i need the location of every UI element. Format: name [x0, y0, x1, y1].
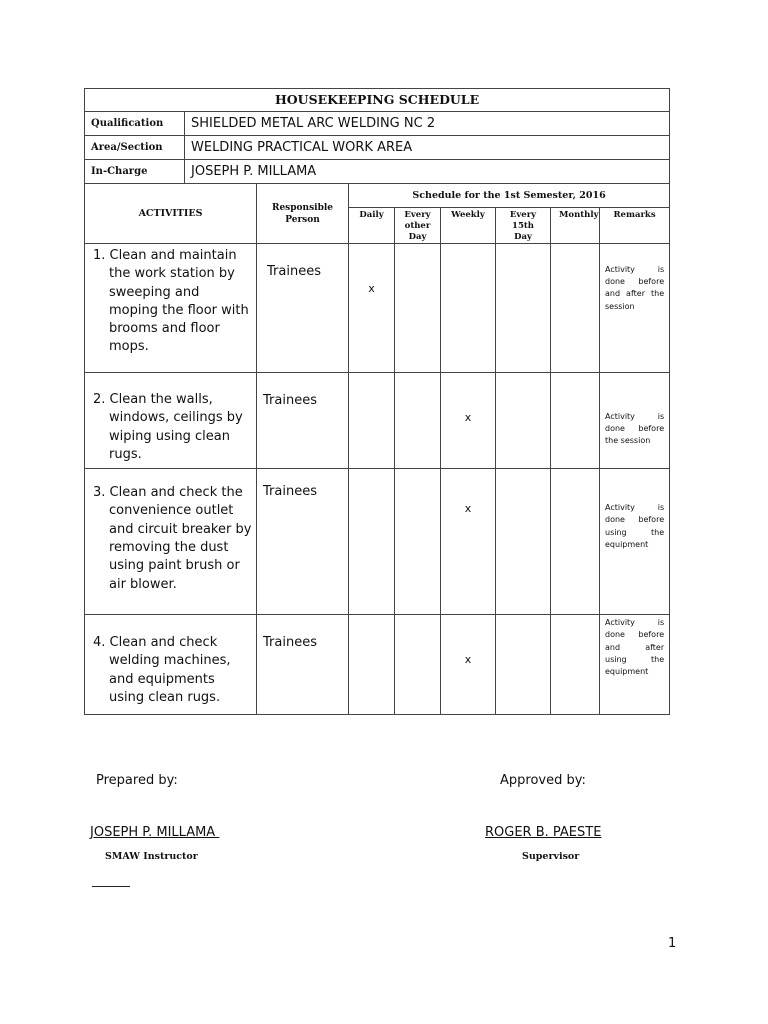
qualification-value: SHIELDED METAL ARC WELDING NC 2 [185, 112, 670, 136]
remarks-cell: Activity is done before the session [600, 373, 670, 469]
activity-cell [85, 373, 257, 469]
activity-cell [85, 244, 257, 373]
activity-text: Clean and check the convenience outlet and circuit breaker by removing the dust using paint brush or air blower. [109, 485, 252, 592]
schedule-header: Schedule for the 1st Semester, 2016 [349, 184, 670, 208]
area-label: Area/Section [85, 136, 185, 160]
daily-mark: x [349, 244, 395, 373]
activity-number: 4. [93, 635, 106, 651]
qualification-label: Qualification [85, 112, 185, 136]
remarks-cell: Activity is done before and after using the equipment [600, 615, 670, 715]
monthly-mark [551, 373, 600, 469]
responsible-cell: Trainees [257, 469, 349, 615]
incharge-label: In-Charge [85, 160, 185, 184]
every-other-day-mark [395, 244, 441, 373]
every-other-day-header: Every other Day [395, 208, 441, 244]
area-value: WELDING PRACTICAL WORK AREA [185, 136, 670, 160]
housekeeping-schedule-table [84, 88, 670, 715]
activity-number: 3. [93, 485, 106, 501]
table-row [85, 244, 670, 373]
prepared-by-label: Prepared by: [96, 773, 178, 788]
weekly-mark: x [441, 615, 496, 715]
activity-text: Clean the walls, windows, ceilings by wiping using clean rugs. [109, 392, 243, 462]
signature-line [92, 886, 130, 887]
remarks-header: Remarks [600, 208, 670, 244]
prepared-by-name: JOSEPH P. MILLAMA [90, 825, 220, 840]
responsible-cell: Trainees [257, 615, 349, 715]
activities-header: ACTIVITIES [85, 184, 257, 244]
approved-by-label: Approved by: [500, 773, 586, 788]
every-other-day-mark [395, 615, 441, 715]
activity-cell [85, 615, 257, 715]
daily-mark [349, 373, 395, 469]
weekly-mark: x [441, 373, 496, 469]
prepared-by-title: SMAW Instructor [105, 851, 198, 862]
weekly-header: Weekly [441, 208, 496, 244]
approved-by-name: ROGER B. PAESTE [485, 825, 602, 840]
activity-text: Clean and check welding machines, and equipments using clean rugs. [109, 635, 231, 706]
remarks-cell: Activity is done before and after the session [600, 244, 670, 373]
every-other-day-mark [395, 373, 441, 469]
table-row [85, 469, 670, 615]
every-15th-day-header [496, 208, 551, 244]
daily-mark [349, 615, 395, 715]
monthly-mark [551, 469, 600, 615]
every-15th-day-mark [496, 469, 551, 615]
weekly-mark [441, 244, 496, 373]
responsible-cell: Trainees [257, 373, 349, 469]
weekly-mark: x [441, 469, 496, 615]
remarks-cell: Activity is done before using the equipment [600, 469, 670, 615]
monthly-header: Monthly [551, 208, 600, 244]
activity-number: 1. [93, 248, 106, 263]
responsible-header: Responsible Person [257, 184, 349, 244]
activity-cell [85, 469, 257, 615]
every-15th-day-mark [496, 373, 551, 469]
monthly-mark [551, 244, 600, 373]
every-15th-day-mark [496, 615, 551, 715]
incharge-value: JOSEPH P. MILLAMA [185, 160, 670, 184]
table-row [85, 373, 670, 469]
approved-by-title: Supervisor [522, 851, 580, 862]
every-15th-day-mark [496, 244, 551, 373]
daily-mark [349, 469, 395, 615]
monthly-mark [551, 615, 600, 715]
document-title: HOUSEKEEPING SCHEDULE [85, 89, 670, 112]
table-row [85, 615, 670, 715]
every-other-day-mark [395, 469, 441, 615]
every-15th-day-label: Every 15th Day [509, 210, 537, 242]
responsible-cell: Trainees [257, 244, 349, 373]
page-number: 1 [668, 936, 677, 951]
activity-text: Clean and maintain the work station by sweeping and moping the floor with brooms and floor mops. [109, 248, 249, 355]
activity-number: 2. [93, 392, 106, 407]
daily-header: Daily [349, 208, 395, 244]
